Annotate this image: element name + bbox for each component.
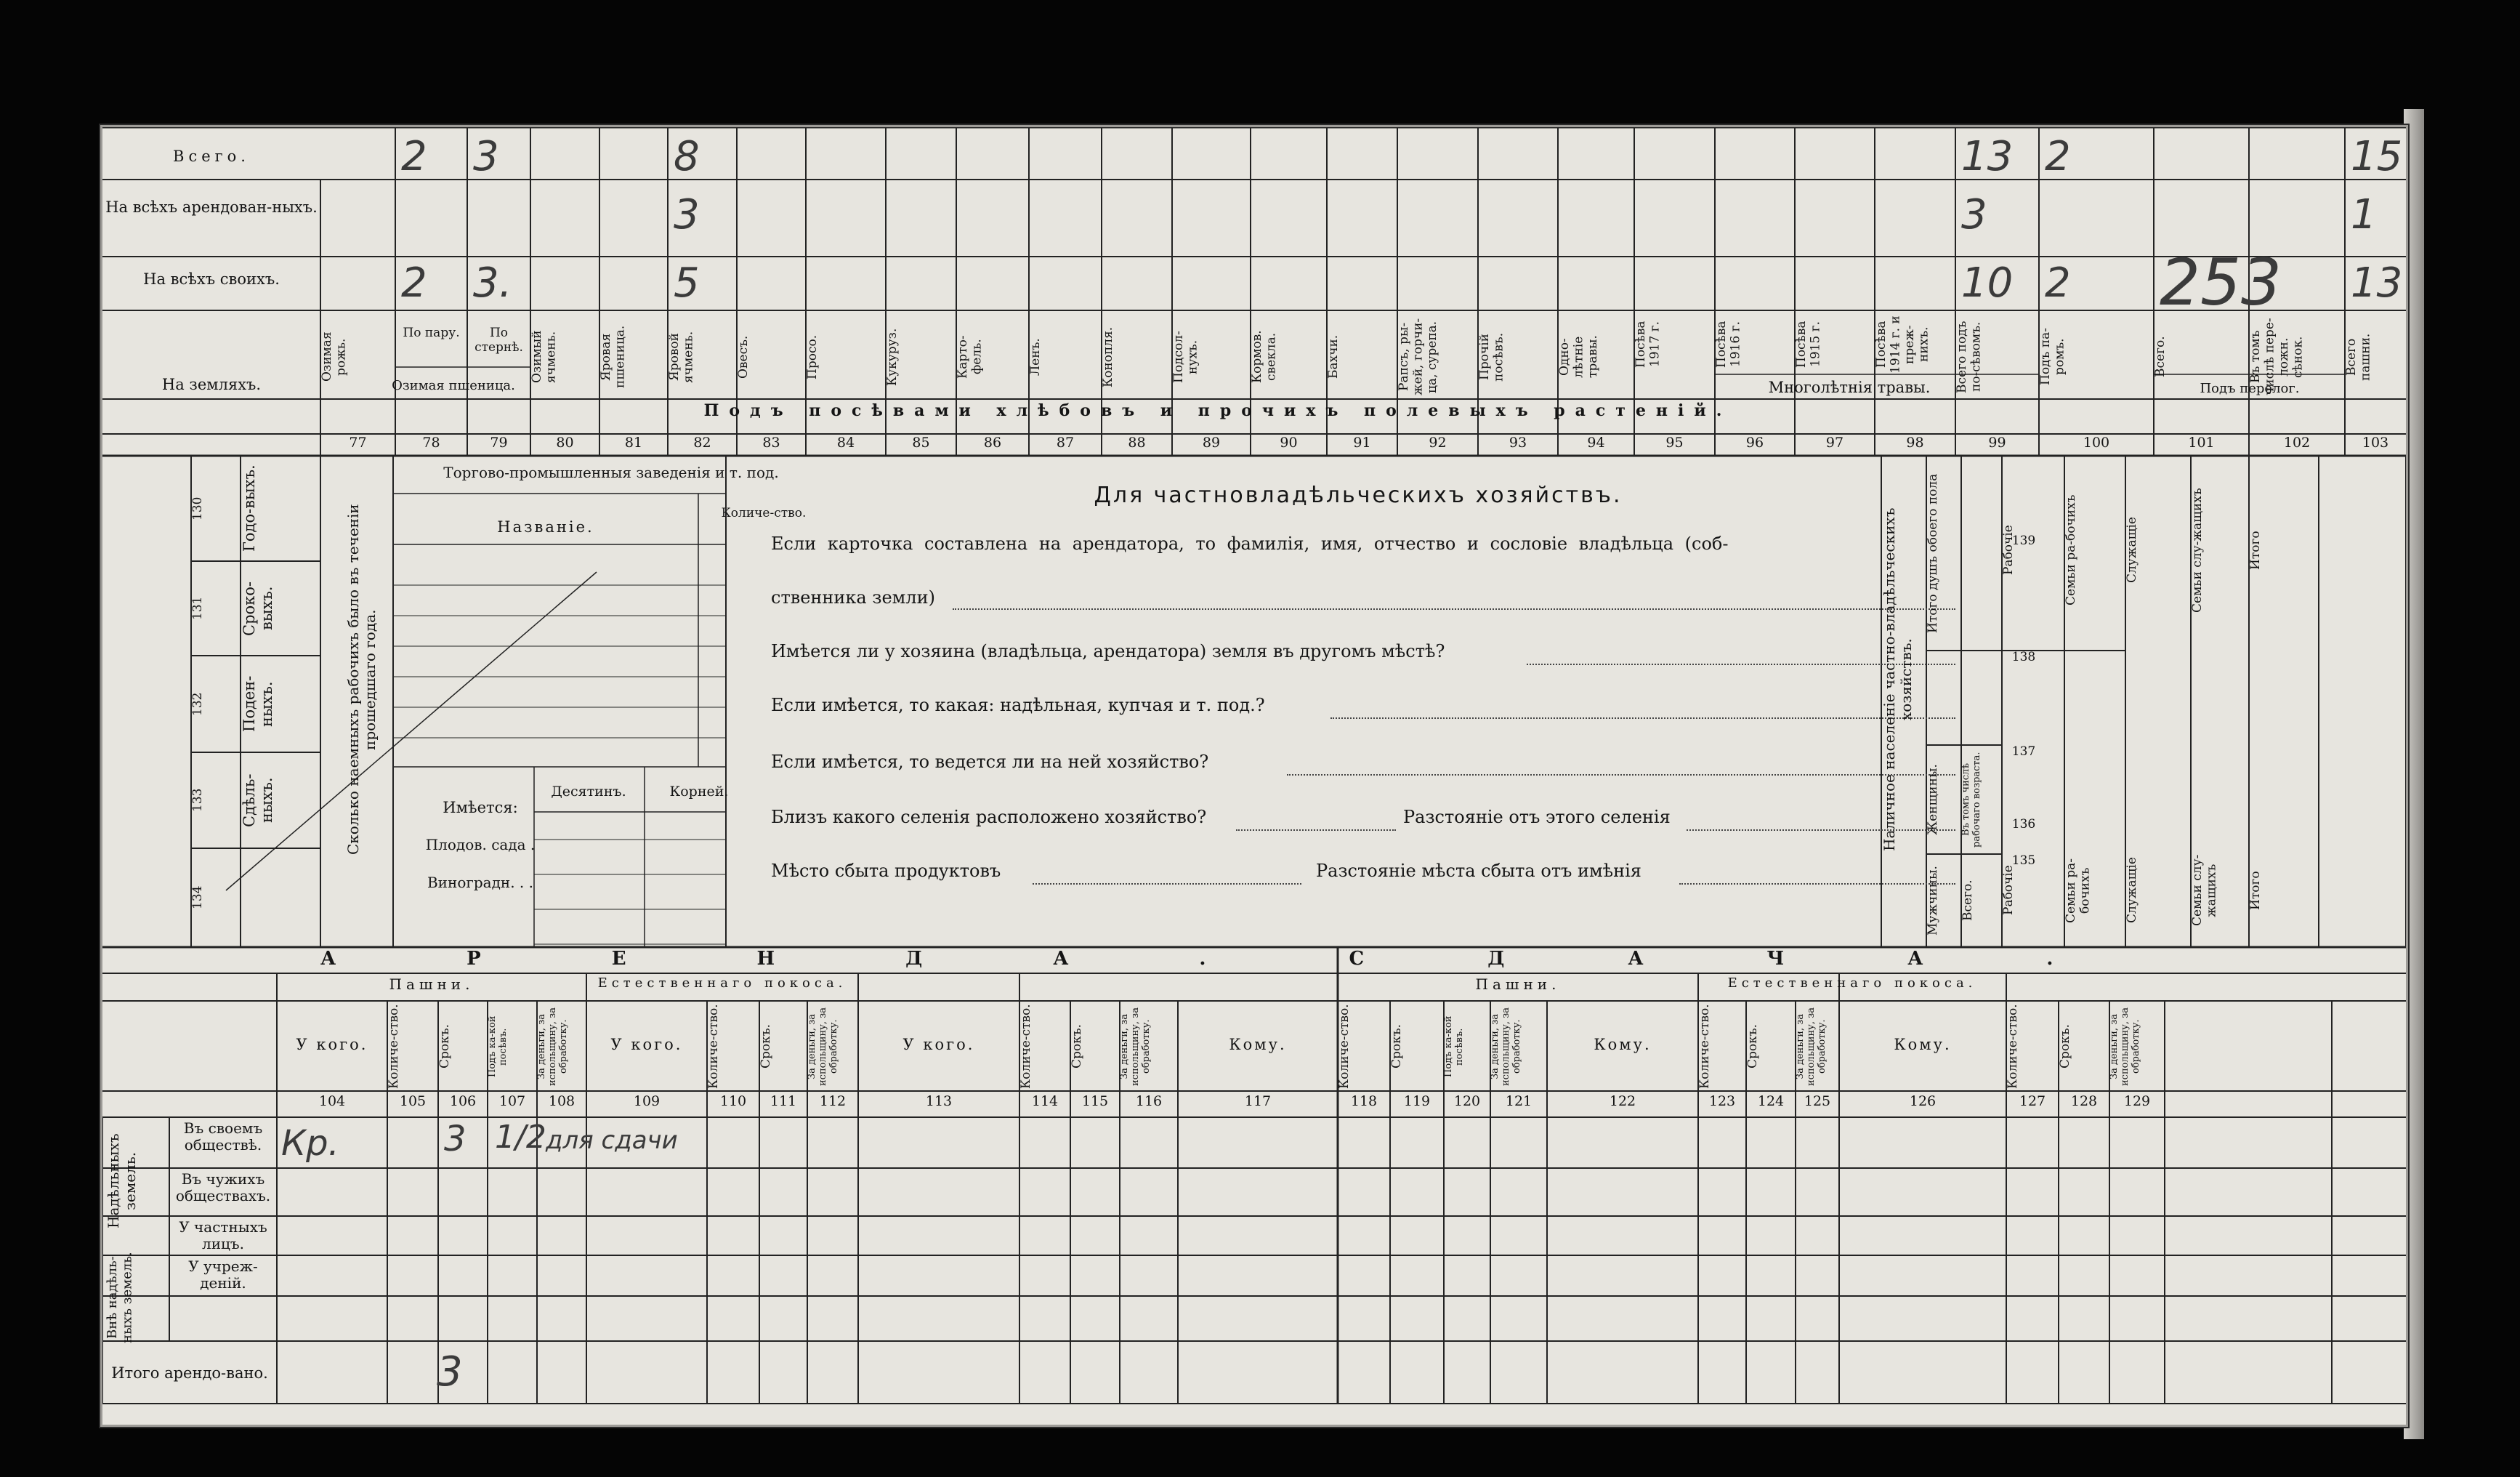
col-header-kolvo: Количе-ство. <box>706 1004 721 1090</box>
population-label: Наличное населеніе частно-владѣльческихъ хозяйствъ. <box>1881 507 1915 852</box>
staff-col-label-bottom: Служащіе <box>2125 857 2139 924</box>
col-header-srok: Срокъ. <box>437 1024 452 1069</box>
handwritten-value: 8 <box>674 133 700 180</box>
col-number: 118 <box>1350 1093 1378 1109</box>
col-number: 103 <box>2362 435 2389 451</box>
crop-col-header: Подсол-нухъ. <box>1171 331 1200 383</box>
col-number: 123 <box>1708 1093 1736 1109</box>
pashni-header: Пашни. <box>389 975 474 993</box>
nadel-label: Надѣльныхъ земель. <box>105 1133 139 1229</box>
staff-col-label-bottom: Семьи слу-жащихъ <box>2190 854 2219 927</box>
crop-col-header: Просо. <box>805 334 820 379</box>
col-number: 108 <box>548 1093 576 1109</box>
pokos-header: Естественнаго покоса. <box>597 975 847 991</box>
staff-col-label-bottom: Семьи ра-бочихъ <box>2064 858 2093 923</box>
col-number: 88 <box>1128 435 1146 451</box>
col-number: 113 <box>925 1093 953 1109</box>
col-header-u_kogo: У кого. <box>610 1036 683 1053</box>
col-header-za_dengi: За деньги, за испольщину, за обработку. <box>1119 1007 1152 1086</box>
pokos-header-sdacha: Естественнаго покоса. <box>1727 975 1977 991</box>
crop-col-header: Посѣва 1914 г. и преж-нихъ. <box>1874 315 1931 374</box>
col-number: 110 <box>719 1093 747 1109</box>
handwritten-value: 13 <box>2351 259 2403 307</box>
crop-col-header: Яровой ячмень. <box>667 331 696 383</box>
handwritten-value: 3 <box>473 133 499 180</box>
col-number: 124 <box>1757 1093 1785 1109</box>
col-number: 121 <box>1505 1093 1532 1109</box>
col-header-srok: Срокъ. <box>2058 1024 2072 1069</box>
col-header-srok: Срокъ. <box>1389 1024 1404 1069</box>
pop-col-number: 135 <box>2011 853 2036 868</box>
question-6b: Разстояніе мѣста сбыта отъ имѣнія <box>1316 861 1641 881</box>
lease-row-label: У учреж-деній. <box>188 1257 258 1292</box>
col-number: 95 <box>1665 435 1684 451</box>
handwritten-value: Кр. <box>281 1123 339 1164</box>
crop-col-header: Подъ па-ромъ. <box>2038 328 2067 386</box>
ozimaya-pshenitsa-label: Озимая пшеница. <box>392 378 515 393</box>
crop-col-header: Озимая рожь. <box>320 331 349 382</box>
col-number: 111 <box>770 1093 797 1109</box>
worker-col-number: 133 <box>190 788 205 813</box>
question-2: Имѣется ли у хозяина (владѣльца, арендатора) земля въ другомъ мѣстѣ? <box>771 641 1445 661</box>
col-header-pod_kakoi: Подъ ка-кой посѣвъ. <box>487 1015 509 1078</box>
col-header-kolvo: Количе-ство. <box>387 1004 401 1090</box>
col-header-za_dengi: За деньги, за испольщину, за обработку. <box>1795 1007 1828 1086</box>
crop-col-header: Всего подъ по-сѣвомъ. <box>1955 321 1984 393</box>
vsego-label: Всего. <box>1960 880 1975 922</box>
crop-col-header: Посѣва 1917 г. <box>1633 321 1663 369</box>
col-number: 117 <box>1244 1093 1272 1109</box>
question-5b: Разстояніе отъ этого селенія <box>1403 807 1671 827</box>
worker-col-label: Годо-выхъ. <box>241 464 258 552</box>
vinograd-label: Виноградн. . . <box>427 874 534 891</box>
row-label-svoih: На всѣхъ своихъ. <box>143 270 280 288</box>
answer-line-3[interactable] <box>1330 717 1955 719</box>
pop-col-number: 136 <box>2011 817 2036 832</box>
crop-col-header: Конопля. <box>1101 326 1115 387</box>
staff-col-label: Служащіе <box>2125 517 2139 584</box>
col-header-srok: Срокъ. <box>1070 1024 1084 1069</box>
col-number: 79 <box>490 435 508 451</box>
handwritten-value: 2 <box>401 133 427 180</box>
crop-col-header: Посѣва 1916 г. <box>1714 321 1743 369</box>
col-number: 77 <box>349 435 367 451</box>
vne-nadel-label: Внѣ надѣль-ныхъ земель. <box>105 1252 135 1343</box>
crops-banner: Подъ посѣвами хлѣбовъ и прочихъ полевыхъ растеній. <box>703 401 1732 420</box>
pop-col-number: 138 <box>2011 650 2036 664</box>
col-number: 87 <box>1056 435 1075 451</box>
lease-row-label: Въ своемъ обществѣ. <box>183 1119 263 1154</box>
crop-col-header: Прочій посѣвъ. <box>1477 332 1506 382</box>
question-1b: ственника земли) <box>771 587 935 608</box>
crop-col-header: Рапсъ, ры-жей, горчи-ца, сурепа. <box>1397 318 1440 396</box>
col-header-za_dengi: За деньги, за испольщину, за обработку. <box>536 1007 569 1086</box>
col-number: 82 <box>693 435 711 451</box>
crop-col-header: Карто-фель. <box>956 335 985 379</box>
col-number: 115 <box>1081 1093 1109 1109</box>
col-number: 90 <box>1280 435 1298 451</box>
col-number: 102 <box>2283 435 2311 451</box>
pop-col-number: 139 <box>2011 534 2036 548</box>
itogo-dush-label: Итого душъ обоего пола <box>1926 473 1940 633</box>
handwritten-value: 2 <box>2045 133 2071 180</box>
col-header-za_dengi: За деньги, за испольщину, за обработку. <box>2109 1007 2141 1086</box>
col-header-komu: Кому. <box>1894 1036 1952 1053</box>
question-5: Близъ какого селенія расположено хозяйство? <box>771 807 1207 827</box>
col-header-srok: Срокъ. <box>759 1024 773 1069</box>
col-number: 112 <box>819 1093 847 1109</box>
staff-col-label-bottom: Рабочіе <box>2001 865 2016 916</box>
col-number: 125 <box>1804 1093 1831 1109</box>
handwritten-value: 3 <box>1961 191 1987 238</box>
col-header-pod_kakoi: Подъ ка-кой посѣвъ. <box>1443 1015 1465 1078</box>
crop-col-header: Всего пашни. <box>2344 333 2373 381</box>
answer-line-1[interactable] <box>953 608 1955 610</box>
col-number: 105 <box>399 1093 427 1109</box>
handwritten-value: 5 <box>674 259 700 307</box>
lease-row-label: У частныхъ лицъ. <box>179 1218 267 1252</box>
handwritten-value: 3 <box>437 1348 463 1396</box>
land-label: На земляхъ. <box>161 376 262 393</box>
handwritten-value: 3. <box>473 259 512 307</box>
col-number: 99 <box>1988 435 2006 451</box>
crop-col-header: Яровая пшеница. <box>599 325 628 389</box>
crop-col-header: По пару. <box>403 326 460 340</box>
col-number: 107 <box>498 1093 526 1109</box>
col-header-u_kogo: У кого. <box>902 1036 975 1053</box>
question-3: Если имѣется, то какая: надѣльная, купчая и т. под.? <box>771 695 1265 715</box>
crop-col-header: Ленъ. <box>1028 338 1043 376</box>
col-number: 101 <box>2188 435 2215 451</box>
staff-col-label-bottom: Итого <box>2248 871 2263 910</box>
col-header-srok: Срокъ. <box>1745 1024 1760 1069</box>
kornei-header: Корней. <box>669 784 729 800</box>
answer-line-6a[interactable] <box>1033 883 1301 885</box>
sdacha-heading: СДАЧА. <box>1349 948 2177 970</box>
col-number: 116 <box>1135 1093 1163 1109</box>
row-label-vsego: Всего. <box>173 148 250 165</box>
col-number: 106 <box>449 1093 477 1109</box>
handwritten-value: для сдачи <box>546 1126 678 1155</box>
question-4: Если имѣется, то ведется ли на ней хозяйство? <box>771 752 1209 772</box>
crop-col-header: По стернѣ. <box>474 326 523 355</box>
col-number: 78 <box>422 435 440 451</box>
handwritten-value: 3 <box>444 1119 467 1159</box>
handwritten-value: 10 <box>1961 259 2014 307</box>
worker-col-number: 132 <box>190 692 205 716</box>
muzh-label: Мужчины. <box>1926 866 1940 935</box>
staff-col-label: Итого <box>2248 531 2263 570</box>
crop-col-header: Одно-лѣтніе травы. <box>1557 335 1601 379</box>
col-number: 97 <box>1825 435 1844 451</box>
handwritten-value: 2 <box>2045 259 2071 307</box>
col-number: 128 <box>2070 1093 2098 1109</box>
crop-col-header: Всего. <box>2153 336 2168 378</box>
worker-col-label: Поден-ныхъ. <box>241 675 276 733</box>
pop-col-number: 137 <box>2011 744 2036 759</box>
crop-col-header: Овесъ. <box>736 335 751 379</box>
col-number: 92 <box>1429 435 1447 451</box>
col-header-za_dengi: За деньги, за испольщину, за обработку. <box>1490 1007 1522 1086</box>
col-header-kolvo: Количе-ство. <box>1337 1004 1352 1090</box>
handwritten-value: 2 <box>401 259 427 307</box>
col-number: 80 <box>556 435 574 451</box>
answer-line-4[interactable] <box>1287 774 1955 776</box>
crop-col-header: Озимый ячмень. <box>530 330 559 384</box>
handwritten-value: 3 <box>674 191 700 238</box>
worker-col-number: 134 <box>190 885 205 910</box>
perelog-label: Подъ перелог. <box>2200 381 2300 396</box>
mnogoletnie-label: Многолѣтнія травы. <box>1768 379 1931 396</box>
col-number: 85 <box>912 435 930 451</box>
col-number: 93 <box>1509 435 1527 451</box>
col-number: 94 <box>1587 435 1605 451</box>
crop-col-header: Бахчи. <box>1326 334 1341 379</box>
worker-col-number: 131 <box>190 596 205 621</box>
col-number: 126 <box>1909 1093 1937 1109</box>
handwritten-value: 253 <box>2160 245 2282 320</box>
crop-col-header: Кормов. свекла. <box>1250 330 1279 384</box>
col-number: 109 <box>633 1093 661 1109</box>
answer-line-6b[interactable] <box>1679 883 1955 885</box>
dessyatin-header: Десятинъ. <box>551 784 626 800</box>
workers-label: Сколько наемныхъ рабочихъ было въ теченіи прошедшаго года. <box>344 504 379 856</box>
trade-qty-header: Количе-ство. <box>721 506 807 520</box>
plod-sada-label: Плодов. сада . <box>425 836 536 853</box>
col-header-komu: Кому. <box>1229 1036 1287 1053</box>
has-label: Имѣется: <box>443 799 518 816</box>
col-number: 91 <box>1353 435 1371 451</box>
crop-col-header: Въ томъ числѣ пере-ложн. сѣнок. <box>2248 318 2306 396</box>
worker-col-label: Сроко-выхъ. <box>241 581 276 636</box>
trade-name-header: Названіе. <box>497 518 594 536</box>
question-1: Если карточка составлена на арендатора, то фамилія, имя, отчество и сословіе владѣльца (соб- <box>771 534 1729 554</box>
handwritten-value: 15 <box>2351 133 2403 180</box>
staff-col-label: Рабочіе <box>2001 525 2016 576</box>
census-card <box>100 125 2408 1427</box>
question-6: Мѣсто сбыта продуктовъ <box>771 861 1001 881</box>
arenda-heading: АРЕНДА. <box>320 948 1337 970</box>
col-header-za_dengi: За деньги, за испольщину, за обработку. <box>807 1007 839 1086</box>
col-header-kolvo: Количе-ство. <box>1697 1004 1712 1090</box>
itogo-arendovano-label: Итого арендо-вано. <box>111 1364 268 1382</box>
col-number: 127 <box>2019 1093 2046 1109</box>
col-header-komu: Кому. <box>1594 1036 1652 1053</box>
col-number: 119 <box>1403 1093 1431 1109</box>
col-number: 120 <box>1453 1093 1481 1109</box>
answer-line-5a[interactable] <box>1236 829 1396 831</box>
staff-col-label: Семьи слу-жащихъ <box>2190 488 2205 613</box>
col-number: 89 <box>1202 435 1221 451</box>
col-number: 114 <box>1031 1093 1059 1109</box>
col-number: 81 <box>624 435 643 451</box>
col-header-kolvo: Количе-ство. <box>2006 1004 2020 1090</box>
worker-col-label: Сдѣль-ныхъ. <box>241 773 276 827</box>
col-number: 122 <box>1609 1093 1636 1109</box>
zhen-label: Женщины. <box>1926 764 1940 835</box>
staff-col-label: Семьи ра-бочихъ <box>2064 494 2078 606</box>
crop-col-header: Кукуруз. <box>885 328 900 386</box>
handwritten-value: 1 <box>2351 191 2377 238</box>
col-number: 129 <box>2123 1093 2151 1109</box>
col-number: 98 <box>1906 435 1924 451</box>
col-header-u_kogo: У кого. <box>296 1036 368 1053</box>
trade-title: Торгово-промышленныя заведенія и т. под. <box>443 464 779 481</box>
col-number: 86 <box>983 435 1002 451</box>
col-number: 83 <box>762 435 780 451</box>
row-label-arendovannyh: На всѣхъ арендован-ныхъ. <box>105 198 318 216</box>
lease-row-label: Въ чужихъ обществахъ. <box>175 1170 271 1204</box>
crop-col-header: Посѣва 1915 г. <box>1794 321 1823 369</box>
worker-col-number: 130 <box>190 496 205 520</box>
col-header-kolvo: Количе-ство. <box>1019 1004 1033 1090</box>
pashni-header-sdacha: Пашни. <box>1475 975 1561 993</box>
col-number: 84 <box>836 435 855 451</box>
handwritten-value: 13 <box>1961 133 2014 180</box>
col-number: 100 <box>2083 435 2110 451</box>
col-number: 96 <box>1745 435 1764 451</box>
handwritten-value: 1/2 <box>495 1119 546 1156</box>
col-number: 104 <box>318 1093 346 1109</box>
vtom-label: Въ томъ числѣ рабочаго возраста. <box>1960 752 1982 848</box>
private-title: Для частновладѣльческихъ хозяйствъ. <box>1094 483 1623 508</box>
